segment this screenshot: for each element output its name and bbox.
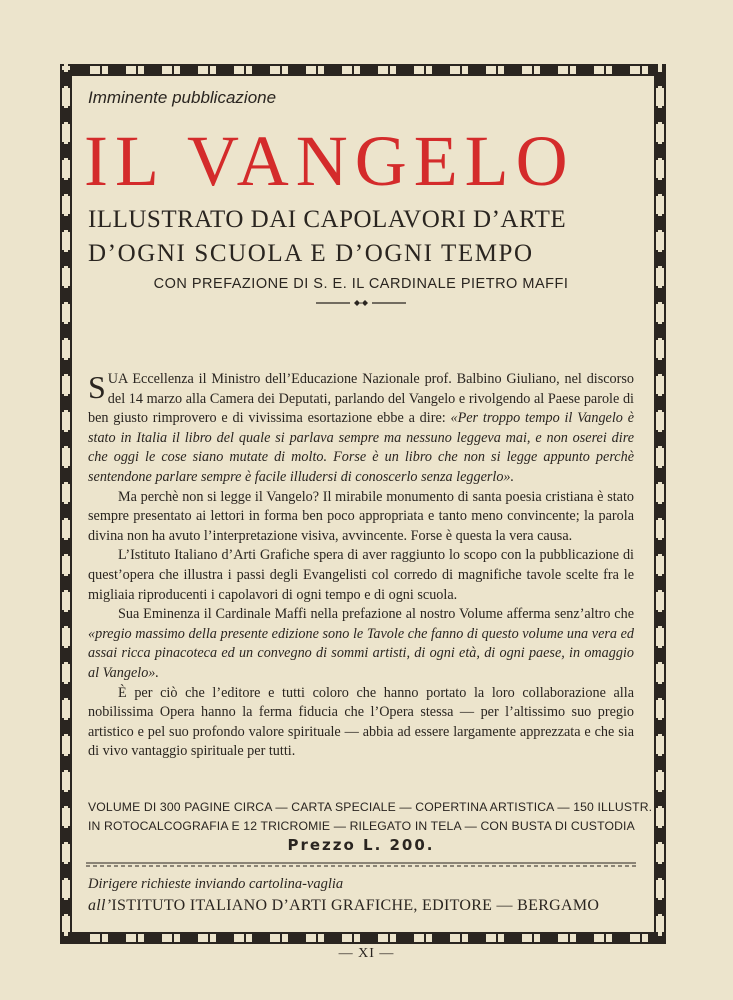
details-line-2: IN ROTOCALCOGRAFIA E 12 TRICROMIE — RILEGATO IN TELA — CON BUSTA DI CUSTODIA xyxy=(88,819,635,833)
publisher-name: ISTITUTO ITALIANO D’ARTI GRAFICHE, EDITORE — BERGAMO xyxy=(111,897,600,914)
announcement-label: Imminente pubblicazione xyxy=(88,88,277,107)
subtitle-line-2: D’OGNI SCUOLA E D’OGNI TEMPO xyxy=(88,240,534,267)
page-title: IL VANGELO xyxy=(84,121,575,201)
article-body xyxy=(88,370,634,762)
price-label: Prezzo L. 200. xyxy=(287,836,435,854)
page-content xyxy=(84,88,653,914)
separator-rule xyxy=(86,862,636,868)
cardinal-quote: «pregio massimo della presente edizione sono le Tavole che fanno di questo volume una vera ed assai ricca pinacoteca ed un convegno di sommi artisti, di ogni età, di ogni paese, in omaggio al Vangelo». xyxy=(88,625,634,681)
publisher-prefix: all’ xyxy=(88,897,112,914)
border-left xyxy=(60,64,72,944)
paragraph-1 xyxy=(88,370,634,488)
border-top xyxy=(60,64,666,76)
publisher-address xyxy=(88,897,599,915)
paragraph-5: È per ciò che l’editore e tutti coloro che hanno portato la loro collaborazione alla nobilissima Opera hanno la ferma fiducia che l’Opera stessa — per l’altissimo suo pregio artistico e pel suo profondo valore spirituale — abbia ad essere largamente apprezzata e che sia di vivo vantaggio spirituale per tutti. xyxy=(88,684,634,760)
paragraph-4 xyxy=(88,605,634,683)
border-bottom xyxy=(60,932,666,944)
paragraph-2: Ma perchè non si legge il Vangelo? Il mirabile monumento di santa poesia cristiana è stato sempre presentato ai lettori in forma ben poco appropriata e tanto meno convincente; la parola divina non ha avuto l’interpretazione visiva, avvincente. Forse è questa la vera causa. xyxy=(88,488,634,544)
ornament-rule-icon xyxy=(316,296,406,310)
page-number: — XI — xyxy=(338,946,395,961)
volume-details xyxy=(88,798,653,836)
subtitle-line-1: ILLUSTRATO DAI CAPOLAVORI D’ARTE xyxy=(88,206,567,233)
drop-cap: S xyxy=(88,369,106,405)
minister-quote: «Per troppo tempo il Vangelo è stato in Italia il libro del quale si parlava sempre ma nessuno leggeva mai, e non oserei dire che oggi le cose siano mutate di molto. Forse è un libro che non si legge appunto perchè sentendone parlare sempre è facile illudersi di conoscerlo senza leggerlo». xyxy=(88,410,635,485)
border-right xyxy=(654,64,666,944)
order-instructions: Dirigere richieste inviando cartolina-vaglia xyxy=(88,876,344,892)
details-line-1: VOLUME DI 300 PAGINE CIRCA — CARTA SPECIALE — COPERTINA ARTISTICA — 150 ILLUSTR. xyxy=(88,800,653,814)
paragraph-4-text: Sua Eminenza il Cardinale Maffi nella prefazione al nostro Volume afferma senz’altro che xyxy=(118,606,634,623)
paragraph-1-text: UA Eccellenza il Ministro dell’Educazione Nazionale prof. Balbino Giuliano, nel discorso del 14 marzo alla Camera dei Deputati, parlando del Vangelo e rivolgendo al Paese parole di ben giusto rimprovero e di vivissima esortazione ebbe a dire: xyxy=(88,371,634,427)
preface-credit: CON PREFAZIONE DI S. E. IL CARDINALE PIETRO MAFFI xyxy=(153,276,569,292)
paragraph-3: L’Istituto Italiano d’Arti Grafiche spera di aver raggiunto lo scopo con la pubblicazione di quest’opera che illustra i passi degli Evangelisti col corredo di magnifiche tavole scelte fra le migliaia riproducenti i capolavori di ogni tempo e di ogni scuola. xyxy=(88,547,634,603)
title-ornament xyxy=(88,296,634,312)
